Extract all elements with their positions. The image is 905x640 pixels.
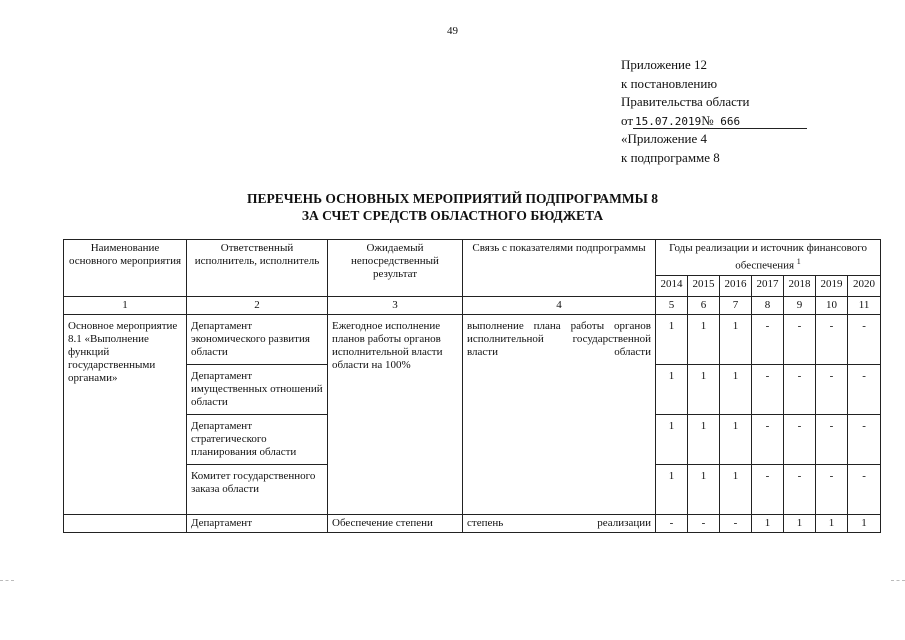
executor-cell: Департамент: [187, 515, 328, 533]
value-cell: -: [720, 515, 752, 533]
footnote-mark: 1: [796, 257, 801, 266]
appendix-block: [621, 56, 807, 168]
header-result: Ожидаемый непосредственный результат: [328, 240, 463, 297]
appendix-number-sign: №: [701, 112, 714, 128]
value-cell: -: [784, 315, 816, 365]
scan-edge-mark-right: [891, 580, 905, 581]
col-num-3: 3: [328, 297, 463, 315]
value-cell: -: [848, 315, 881, 365]
year-2018: 2018: [784, 275, 816, 296]
value-cell: -: [848, 415, 881, 465]
indicator-link-text: степень реализации: [467, 517, 651, 529]
col-num-8: 8: [752, 297, 784, 315]
value-cell: -: [752, 315, 784, 365]
value-cell: 1: [656, 315, 688, 365]
col-num-5: 5: [656, 297, 688, 315]
value-cell: -: [816, 315, 848, 365]
value-cell: -: [816, 365, 848, 415]
value-cell: 1: [688, 465, 720, 515]
value-cell: -: [784, 465, 816, 515]
value-cell: 1: [656, 415, 688, 465]
page-number: 49: [447, 25, 458, 37]
year-2015: 2015: [688, 275, 720, 296]
value-cell: 1: [784, 515, 816, 533]
col-num-4: 4: [463, 297, 656, 315]
appendix-date: 15.07.2019: [635, 114, 702, 128]
value-cell: -: [848, 365, 881, 415]
column-numbers-row: [64, 297, 881, 315]
indicator-link: [463, 315, 656, 515]
year-2016: 2016: [720, 275, 752, 296]
title-line-1: ПЕРЕЧЕНЬ ОСНОВНЫХ МЕРОПРИЯТИЙ ПОДПРОГРАММЫ 8: [246, 191, 659, 206]
scan-edge-mark-left: [0, 580, 14, 581]
year-2014: 2014: [656, 275, 688, 296]
value-cell: 1: [688, 415, 720, 465]
appendix-line-1: Приложение 12: [621, 57, 708, 72]
activity-name: Основное мероприятие 8.1 «Выполнение функций государственными органами»: [64, 315, 187, 515]
executor-cell: Департамент имущественных отношений области: [187, 365, 328, 415]
value-cell: -: [848, 465, 881, 515]
col-num-9: 9: [784, 297, 816, 315]
header-link: Связь с показателями подпрограммы: [463, 240, 656, 297]
executor-cell: Департамент экономического развития области: [187, 315, 328, 365]
year-2017: 2017: [752, 275, 784, 296]
table-row: [64, 515, 881, 533]
value-cell: 1: [752, 515, 784, 533]
col-num-2: 2: [187, 297, 328, 315]
appendix-number: 666: [720, 114, 741, 128]
header-years-group: [656, 240, 881, 276]
value-cell: -: [752, 465, 784, 515]
value-cell: 1: [720, 415, 752, 465]
appendix-line-2: к постановлению: [621, 75, 718, 91]
value-cell: 1: [816, 515, 848, 533]
value-cell: 1: [656, 465, 688, 515]
appendix-line-3: Правительства области: [621, 94, 750, 110]
value-cell: 1: [720, 365, 752, 415]
document-title: [0, 190, 905, 224]
title-line-2: ЗА СЧЕТ СРЕДСТВ ОБЛАСТНОГО БЮДЖЕТА: [301, 208, 604, 223]
executor-cell: Департамент стратегического планирования области: [187, 415, 328, 465]
value-cell: -: [752, 415, 784, 465]
value-cell: 1: [720, 315, 752, 365]
col-num-6: 6: [688, 297, 720, 315]
expected-result: Ежегодное исполнение планов работы органов исполнительной власти области на 100%: [328, 315, 463, 515]
appendix-date-field: [633, 114, 807, 129]
appendix-line-6: к подпрограмме 8: [621, 149, 720, 165]
value-cell: -: [784, 415, 816, 465]
value-cell: 1: [848, 515, 881, 533]
appendix-date-line: [621, 112, 807, 131]
year-2020: 2020: [848, 275, 881, 296]
value-cell: -: [784, 365, 816, 415]
table-row: [64, 315, 881, 365]
header-years-group-label: Годы реализации и источник финансового обеспечения: [669, 242, 867, 272]
indicator-link: [463, 515, 656, 533]
appendix-from-label: от: [621, 112, 634, 128]
appendix-line-5: «Приложение 4: [621, 131, 708, 147]
value-cell: -: [656, 515, 688, 533]
col-num-10: 10: [816, 297, 848, 315]
activity-name-empty: [64, 515, 187, 533]
value-cell: 1: [688, 315, 720, 365]
header-row: [64, 240, 881, 276]
value-cell: 1: [720, 465, 752, 515]
executor-cell: Комитет государственного заказа области: [187, 465, 328, 515]
col-num-1: 1: [64, 297, 187, 315]
activities-table: [63, 239, 881, 533]
expected-result: Обеспечение степени: [328, 515, 463, 533]
value-cell: -: [816, 415, 848, 465]
indicator-link-text: выполнение плана работы органов исполнительной государственной власти области: [467, 320, 651, 358]
value-cell: -: [688, 515, 720, 533]
value-cell: -: [752, 365, 784, 415]
value-cell: 1: [656, 365, 688, 415]
col-num-7: 7: [720, 297, 752, 315]
col-num-11: 11: [848, 297, 881, 315]
value-cell: 1: [688, 365, 720, 415]
header-name: Наименование основного мероприятия: [64, 240, 187, 297]
year-2019: 2019: [816, 275, 848, 296]
header-executor: Ответственный исполнитель, исполнитель: [187, 240, 328, 297]
value-cell: -: [816, 465, 848, 515]
